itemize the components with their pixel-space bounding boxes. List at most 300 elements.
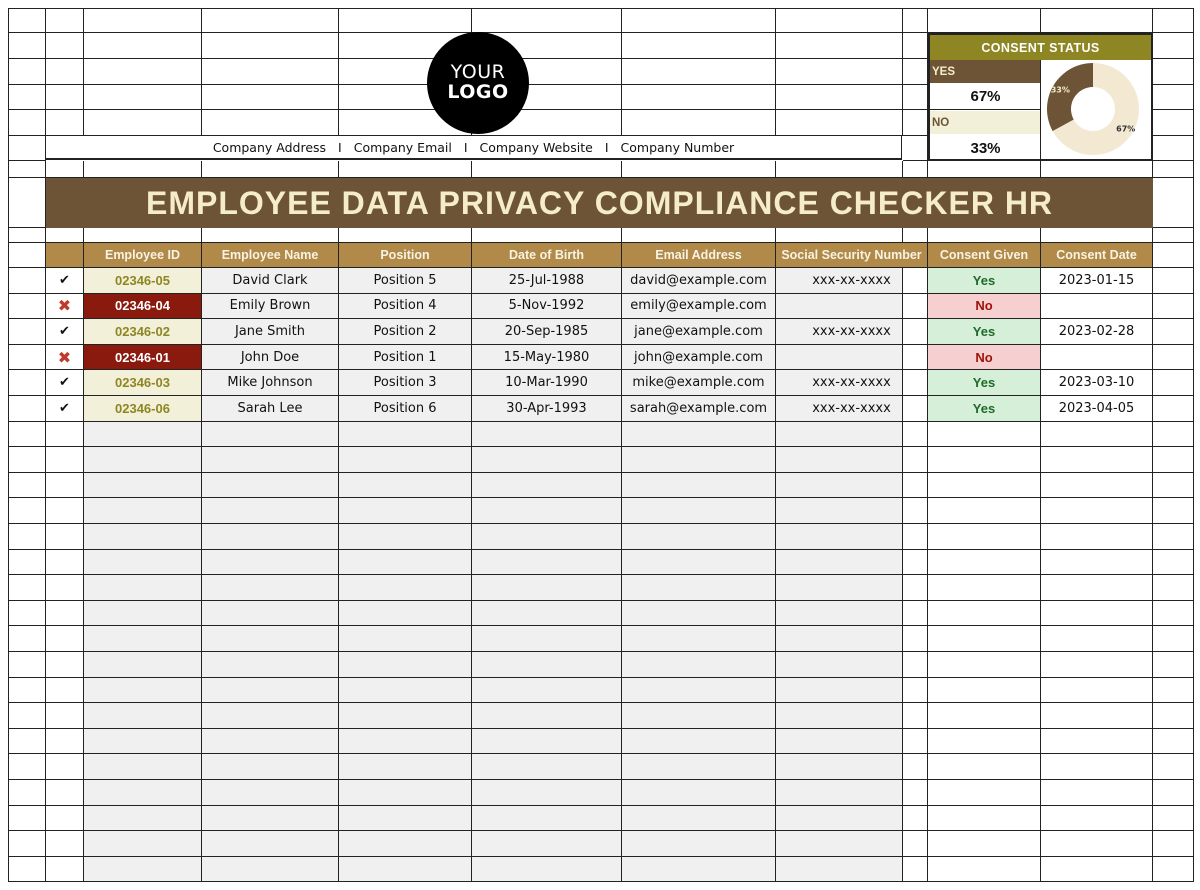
sheet-cell[interactable] bbox=[622, 422, 776, 448]
sheet-cell[interactable] bbox=[1041, 422, 1153, 448]
sheet-cell[interactable] bbox=[472, 228, 622, 243]
sheet-cell[interactable] bbox=[776, 754, 903, 780]
sheet-cell[interactable] bbox=[903, 33, 928, 59]
sheet-cell[interactable] bbox=[339, 831, 472, 857]
sheet-cell[interactable] bbox=[46, 626, 84, 652]
sheet-cell[interactable] bbox=[1153, 652, 1194, 678]
sheet-cell[interactable] bbox=[928, 831, 1041, 857]
sheet-cell[interactable] bbox=[8, 729, 46, 755]
sheet-cell[interactable] bbox=[472, 652, 622, 678]
sheet-cell[interactable] bbox=[1041, 550, 1153, 576]
sheet-cell[interactable] bbox=[1041, 806, 1153, 832]
sheet-cell[interactable] bbox=[1153, 319, 1194, 345]
sheet-cell[interactable] bbox=[8, 178, 46, 228]
sheet-cell[interactable] bbox=[46, 447, 84, 473]
sheet-cell[interactable] bbox=[84, 575, 202, 601]
sheet-cell[interactable] bbox=[1153, 729, 1194, 755]
sheet-cell[interactable] bbox=[1153, 178, 1194, 228]
employee-name-cell[interactable]: Sarah Lee bbox=[202, 396, 339, 422]
date-of-birth-cell[interactable]: 10-Mar-1990 bbox=[472, 370, 622, 396]
employee-name-cell[interactable]: Mike Johnson bbox=[202, 370, 339, 396]
sheet-cell[interactable] bbox=[903, 228, 928, 243]
sheet-cell[interactable] bbox=[202, 110, 339, 136]
sheet-cell[interactable] bbox=[84, 729, 202, 755]
sheet-cell[interactable] bbox=[472, 754, 622, 780]
sheet-cell[interactable] bbox=[46, 806, 84, 832]
sheet-cell[interactable] bbox=[84, 754, 202, 780]
employee-id-cell[interactable]: 02346-04 bbox=[84, 294, 202, 320]
sheet-cell[interactable] bbox=[1041, 473, 1153, 499]
sheet-cell[interactable] bbox=[84, 601, 202, 627]
sheet-cell[interactable] bbox=[903, 806, 928, 832]
employee-name-cell[interactable]: Emily Brown bbox=[202, 294, 339, 320]
sheet-cell[interactable] bbox=[1153, 678, 1194, 704]
sheet-cell[interactable] bbox=[622, 473, 776, 499]
sheet-cell[interactable] bbox=[84, 626, 202, 652]
sheet-cell[interactable] bbox=[622, 575, 776, 601]
sheet-cell[interactable] bbox=[84, 422, 202, 448]
sheet-cell[interactable] bbox=[776, 498, 903, 524]
sheet-cell[interactable] bbox=[928, 703, 1041, 729]
sheet-cell[interactable] bbox=[622, 626, 776, 652]
sheet-cell[interactable] bbox=[903, 729, 928, 755]
sheet-cell[interactable] bbox=[622, 780, 776, 806]
email-address-cell[interactable]: mike@example.com bbox=[622, 370, 776, 396]
sheet-cell[interactable] bbox=[928, 806, 1041, 832]
sheet-cell[interactable] bbox=[202, 601, 339, 627]
sheet-cell[interactable] bbox=[903, 110, 928, 136]
sheet-cell[interactable] bbox=[622, 754, 776, 780]
sheet-cell[interactable] bbox=[46, 473, 84, 499]
sheet-cell[interactable] bbox=[928, 161, 1041, 178]
ssn-cell[interactable]: xxx-xx-xxxx bbox=[776, 268, 928, 294]
sheet-cell[interactable] bbox=[1153, 110, 1194, 136]
sheet-cell[interactable] bbox=[339, 780, 472, 806]
sheet-cell[interactable] bbox=[1153, 422, 1194, 448]
sheet-cell[interactable] bbox=[8, 85, 46, 110]
sheet-cell[interactable] bbox=[903, 161, 928, 178]
sheet-cell[interactable] bbox=[339, 729, 472, 755]
sheet-cell[interactable] bbox=[202, 85, 339, 110]
sheet-cell[interactable] bbox=[776, 652, 903, 678]
sheet-cell[interactable] bbox=[622, 161, 776, 178]
sheet-cell[interactable] bbox=[8, 110, 46, 136]
sheet-cell[interactable] bbox=[8, 780, 46, 806]
sheet-cell[interactable] bbox=[622, 228, 776, 243]
sheet-cell[interactable] bbox=[8, 319, 46, 345]
sheet-cell[interactable] bbox=[928, 498, 1041, 524]
sheet-cell[interactable] bbox=[46, 8, 84, 33]
sheet-cell[interactable] bbox=[776, 33, 903, 59]
sheet-cell[interactable] bbox=[46, 422, 84, 448]
sheet-cell[interactable] bbox=[1041, 780, 1153, 806]
sheet-cell[interactable] bbox=[1153, 473, 1194, 499]
sheet-cell[interactable] bbox=[46, 228, 84, 243]
sheet-cell[interactable] bbox=[46, 498, 84, 524]
sheet-cell[interactable] bbox=[339, 161, 472, 178]
sheet-cell[interactable] bbox=[776, 806, 903, 832]
sheet-cell[interactable] bbox=[84, 703, 202, 729]
sheet-cell[interactable] bbox=[1153, 626, 1194, 652]
sheet-cell[interactable] bbox=[928, 626, 1041, 652]
sheet-cell[interactable] bbox=[472, 626, 622, 652]
sheet-cell[interactable] bbox=[1041, 626, 1153, 652]
sheet-cell[interactable] bbox=[1153, 498, 1194, 524]
employee-id-cell[interactable]: 02346-03 bbox=[84, 370, 202, 396]
employee-id-cell[interactable]: 02346-01 bbox=[84, 345, 202, 371]
check-icon[interactable]: ✔ bbox=[46, 370, 84, 396]
employee-name-cell[interactable]: David Clark bbox=[202, 268, 339, 294]
sheet-cell[interactable] bbox=[776, 161, 903, 178]
sheet-cell[interactable] bbox=[339, 857, 472, 882]
sheet-cell[interactable] bbox=[202, 33, 339, 59]
sheet-cell[interactable] bbox=[46, 85, 84, 110]
sheet-cell[interactable] bbox=[1041, 498, 1153, 524]
sheet-cell[interactable] bbox=[84, 473, 202, 499]
sheet-cell[interactable] bbox=[202, 524, 339, 550]
sheet-cell[interactable] bbox=[903, 601, 928, 627]
sheet-cell[interactable] bbox=[202, 780, 339, 806]
sheet-cell[interactable] bbox=[472, 524, 622, 550]
sheet-cell[interactable] bbox=[46, 33, 84, 59]
sheet-cell[interactable] bbox=[622, 85, 776, 110]
ssn-cell[interactable] bbox=[776, 345, 928, 371]
sheet-cell[interactable] bbox=[903, 136, 928, 161]
sheet-cell[interactable] bbox=[46, 754, 84, 780]
sheet-cell[interactable] bbox=[1153, 243, 1194, 268]
sheet-cell[interactable] bbox=[202, 806, 339, 832]
email-address-cell[interactable]: sarah@example.com bbox=[622, 396, 776, 422]
sheet-cell[interactable] bbox=[776, 857, 903, 882]
sheet-cell[interactable] bbox=[1041, 575, 1153, 601]
sheet-cell[interactable] bbox=[472, 678, 622, 704]
sheet-cell[interactable] bbox=[903, 85, 928, 110]
sheet-cell[interactable] bbox=[339, 524, 472, 550]
sheet-cell[interactable] bbox=[202, 473, 339, 499]
sheet-cell[interactable] bbox=[1153, 85, 1194, 110]
date-of-birth-cell[interactable]: 5-Nov-1992 bbox=[472, 294, 622, 320]
sheet-cell[interactable] bbox=[8, 396, 46, 422]
sheet-cell[interactable] bbox=[8, 857, 46, 882]
sheet-cell[interactable] bbox=[903, 422, 928, 448]
sheet-cell[interactable] bbox=[1041, 703, 1153, 729]
sheet-cell[interactable] bbox=[903, 575, 928, 601]
sheet-cell[interactable] bbox=[1153, 550, 1194, 576]
sheet-cell[interactable] bbox=[8, 228, 46, 243]
sheet-cell[interactable] bbox=[903, 754, 928, 780]
sheet-cell[interactable] bbox=[776, 729, 903, 755]
sheet-cell[interactable] bbox=[202, 447, 339, 473]
sheet-cell[interactable] bbox=[1041, 652, 1153, 678]
sheet-cell[interactable] bbox=[84, 59, 202, 85]
sheet-cell[interactable] bbox=[776, 524, 903, 550]
consent-given-cell[interactable]: No bbox=[928, 345, 1041, 371]
sheet-cell[interactable] bbox=[8, 498, 46, 524]
sheet-cell[interactable] bbox=[903, 857, 928, 882]
sheet-cell[interactable] bbox=[472, 473, 622, 499]
sheet-cell[interactable] bbox=[8, 575, 46, 601]
sheet-cell[interactable] bbox=[339, 575, 472, 601]
sheet-cell[interactable] bbox=[8, 268, 46, 294]
consent-given-cell[interactable]: Yes bbox=[928, 396, 1041, 422]
sheet-cell[interactable] bbox=[8, 473, 46, 499]
consent-date-cell[interactable] bbox=[1041, 345, 1153, 371]
employee-id-cell[interactable]: 02346-06 bbox=[84, 396, 202, 422]
sheet-cell[interactable] bbox=[84, 857, 202, 882]
position-cell[interactable]: Position 6 bbox=[339, 396, 472, 422]
employee-name-cell[interactable]: Jane Smith bbox=[202, 319, 339, 345]
ssn-cell[interactable]: xxx-xx-xxxx bbox=[776, 396, 928, 422]
sheet-cell[interactable] bbox=[8, 678, 46, 704]
sheet-cell[interactable] bbox=[472, 806, 622, 832]
consent-given-cell[interactable]: Yes bbox=[928, 319, 1041, 345]
sheet-cell[interactable] bbox=[1041, 754, 1153, 780]
sheet-cell[interactable] bbox=[339, 473, 472, 499]
sheet-cell[interactable] bbox=[202, 703, 339, 729]
sheet-cell[interactable] bbox=[776, 601, 903, 627]
sheet-cell[interactable] bbox=[339, 550, 472, 576]
sheet-cell[interactable] bbox=[84, 8, 202, 33]
sheet-cell[interactable] bbox=[1153, 228, 1194, 243]
position-cell[interactable]: Position 4 bbox=[339, 294, 472, 320]
sheet-cell[interactable] bbox=[46, 652, 84, 678]
sheet-cell[interactable] bbox=[339, 422, 472, 448]
sheet-cell[interactable] bbox=[1153, 857, 1194, 882]
sheet-cell[interactable] bbox=[202, 652, 339, 678]
sheet-cell[interactable] bbox=[928, 550, 1041, 576]
sheet-cell[interactable] bbox=[472, 575, 622, 601]
cross-icon[interactable]: ✖ bbox=[46, 294, 84, 320]
sheet-cell[interactable] bbox=[776, 780, 903, 806]
sheet-cell[interactable] bbox=[339, 626, 472, 652]
sheet-cell[interactable] bbox=[1153, 780, 1194, 806]
sheet-cell[interactable] bbox=[8, 550, 46, 576]
sheet-cell[interactable] bbox=[46, 575, 84, 601]
sheet-cell[interactable] bbox=[8, 345, 46, 371]
sheet-cell[interactable] bbox=[202, 498, 339, 524]
sheet-cell[interactable] bbox=[84, 110, 202, 136]
sheet-cell[interactable] bbox=[903, 524, 928, 550]
employee-id-cell[interactable]: 02346-05 bbox=[84, 268, 202, 294]
sheet-cell[interactable] bbox=[202, 678, 339, 704]
sheet-cell[interactable] bbox=[928, 422, 1041, 448]
sheet-cell[interactable] bbox=[1153, 703, 1194, 729]
sheet-cell[interactable] bbox=[8, 370, 46, 396]
sheet-cell[interactable] bbox=[46, 110, 84, 136]
consent-given-cell[interactable]: Yes bbox=[928, 268, 1041, 294]
sheet-cell[interactable] bbox=[1153, 831, 1194, 857]
sheet-cell[interactable] bbox=[903, 447, 928, 473]
position-cell[interactable]: Position 5 bbox=[339, 268, 472, 294]
sheet-cell[interactable] bbox=[1153, 575, 1194, 601]
sheet-cell[interactable] bbox=[202, 831, 339, 857]
sheet-cell[interactable] bbox=[622, 550, 776, 576]
sheet-cell[interactable] bbox=[776, 678, 903, 704]
sheet-cell[interactable] bbox=[1153, 524, 1194, 550]
sheet-cell[interactable] bbox=[46, 161, 84, 178]
sheet-cell[interactable] bbox=[622, 678, 776, 704]
sheet-cell[interactable] bbox=[8, 243, 46, 268]
sheet-cell[interactable] bbox=[1041, 524, 1153, 550]
sheet-cell[interactable] bbox=[339, 806, 472, 832]
sheet-cell[interactable] bbox=[46, 524, 84, 550]
sheet-cell[interactable] bbox=[46, 729, 84, 755]
sheet-cell[interactable] bbox=[903, 498, 928, 524]
sheet-cell[interactable] bbox=[776, 626, 903, 652]
consent-date-cell[interactable]: 2023-02-28 bbox=[1041, 319, 1153, 345]
sheet-cell[interactable] bbox=[928, 678, 1041, 704]
sheet-cell[interactable] bbox=[928, 228, 1041, 243]
sheet-cell[interactable] bbox=[1041, 729, 1153, 755]
sheet-cell[interactable] bbox=[1041, 678, 1153, 704]
sheet-cell[interactable] bbox=[8, 703, 46, 729]
sheet-cell[interactable] bbox=[622, 33, 776, 59]
sheet-cell[interactable] bbox=[1041, 161, 1153, 178]
sheet-cell[interactable] bbox=[622, 652, 776, 678]
sheet-cell[interactable] bbox=[1153, 136, 1194, 161]
email-address-cell[interactable]: emily@example.com bbox=[622, 294, 776, 320]
sheet-cell[interactable] bbox=[84, 550, 202, 576]
sheet-cell[interactable] bbox=[339, 228, 472, 243]
sheet-cell[interactable] bbox=[776, 831, 903, 857]
sheet-cell[interactable] bbox=[776, 85, 903, 110]
sheet-cell[interactable] bbox=[472, 831, 622, 857]
sheet-cell[interactable] bbox=[903, 678, 928, 704]
sheet-cell[interactable] bbox=[84, 652, 202, 678]
ssn-cell[interactable]: xxx-xx-xxxx bbox=[776, 319, 928, 345]
sheet-cell[interactable] bbox=[339, 8, 472, 33]
sheet-cell[interactable] bbox=[1153, 447, 1194, 473]
sheet-cell[interactable] bbox=[1041, 831, 1153, 857]
consent-date-cell[interactable]: 2023-04-05 bbox=[1041, 396, 1153, 422]
sheet-cell[interactable] bbox=[622, 601, 776, 627]
sheet-cell[interactable] bbox=[903, 703, 928, 729]
sheet-cell[interactable] bbox=[8, 626, 46, 652]
sheet-cell[interactable] bbox=[776, 8, 903, 33]
check-icon[interactable]: ✔ bbox=[46, 268, 84, 294]
sheet-cell[interactable] bbox=[1041, 228, 1153, 243]
sheet-cell[interactable] bbox=[776, 550, 903, 576]
date-of-birth-cell[interactable]: 25-Jul-1988 bbox=[472, 268, 622, 294]
sheet-cell[interactable] bbox=[776, 110, 903, 136]
sheet-cell[interactable] bbox=[776, 575, 903, 601]
sheet-cell[interactable] bbox=[622, 806, 776, 832]
sheet-cell[interactable] bbox=[202, 59, 339, 85]
sheet-cell[interactable] bbox=[339, 703, 472, 729]
sheet-cell[interactable] bbox=[46, 831, 84, 857]
sheet-cell[interactable] bbox=[622, 447, 776, 473]
sheet-cell[interactable] bbox=[202, 754, 339, 780]
sheet-cell[interactable] bbox=[903, 473, 928, 499]
sheet-cell[interactable] bbox=[1153, 806, 1194, 832]
consent-given-cell[interactable]: Yes bbox=[928, 370, 1041, 396]
sheet-cell[interactable] bbox=[1153, 754, 1194, 780]
sheet-cell[interactable] bbox=[1041, 857, 1153, 882]
consent-date-cell[interactable] bbox=[1041, 294, 1153, 320]
email-address-cell[interactable]: david@example.com bbox=[622, 268, 776, 294]
date-of-birth-cell[interactable]: 15-May-1980 bbox=[472, 345, 622, 371]
email-address-cell[interactable]: john@example.com bbox=[622, 345, 776, 371]
sheet-cell[interactable] bbox=[8, 806, 46, 832]
sheet-cell[interactable] bbox=[202, 422, 339, 448]
sheet-cell[interactable] bbox=[622, 498, 776, 524]
sheet-cell[interactable] bbox=[46, 857, 84, 882]
sheet-cell[interactable] bbox=[472, 8, 622, 33]
sheet-cell[interactable] bbox=[1153, 601, 1194, 627]
sheet-cell[interactable] bbox=[46, 550, 84, 576]
sheet-cell[interactable] bbox=[84, 524, 202, 550]
consent-date-cell[interactable]: 2023-01-15 bbox=[1041, 268, 1153, 294]
consent-date-cell[interactable]: 2023-03-10 bbox=[1041, 370, 1153, 396]
sheet-cell[interactable] bbox=[776, 228, 903, 243]
sheet-cell[interactable] bbox=[84, 85, 202, 110]
sheet-cell[interactable] bbox=[46, 780, 84, 806]
sheet-cell[interactable] bbox=[472, 703, 622, 729]
sheet-cell[interactable] bbox=[46, 601, 84, 627]
sheet-cell[interactable] bbox=[928, 729, 1041, 755]
sheet-cell[interactable] bbox=[1041, 601, 1153, 627]
sheet-cell[interactable] bbox=[928, 754, 1041, 780]
sheet-cell[interactable] bbox=[339, 678, 472, 704]
employee-id-cell[interactable]: 02346-02 bbox=[84, 319, 202, 345]
sheet-cell[interactable] bbox=[472, 447, 622, 473]
sheet-cell[interactable] bbox=[776, 447, 903, 473]
sheet-cell[interactable] bbox=[928, 447, 1041, 473]
sheet-cell[interactable] bbox=[46, 678, 84, 704]
sheet-cell[interactable] bbox=[928, 780, 1041, 806]
consent-given-cell[interactable]: No bbox=[928, 294, 1041, 320]
sheet-cell[interactable] bbox=[1153, 294, 1194, 320]
check-icon[interactable]: ✔ bbox=[46, 396, 84, 422]
check-icon[interactable]: ✔ bbox=[46, 319, 84, 345]
sheet-cell[interactable] bbox=[339, 652, 472, 678]
sheet-cell[interactable] bbox=[472, 161, 622, 178]
sheet-cell[interactable] bbox=[928, 575, 1041, 601]
sheet-cell[interactable] bbox=[622, 831, 776, 857]
sheet-cell[interactable] bbox=[84, 678, 202, 704]
sheet-cell[interactable] bbox=[46, 703, 84, 729]
sheet-cell[interactable] bbox=[202, 228, 339, 243]
sheet-cell[interactable] bbox=[622, 703, 776, 729]
sheet-cell[interactable] bbox=[8, 831, 46, 857]
sheet-cell[interactable] bbox=[84, 780, 202, 806]
sheet-cell[interactable] bbox=[1153, 268, 1194, 294]
sheet-cell[interactable] bbox=[928, 473, 1041, 499]
sheet-cell[interactable] bbox=[472, 857, 622, 882]
sheet-cell[interactable] bbox=[1153, 161, 1194, 178]
date-of-birth-cell[interactable]: 30-Apr-1993 bbox=[472, 396, 622, 422]
sheet-cell[interactable] bbox=[472, 601, 622, 627]
sheet-cell[interactable] bbox=[472, 729, 622, 755]
sheet-cell[interactable] bbox=[84, 831, 202, 857]
sheet-cell[interactable] bbox=[1153, 370, 1194, 396]
sheet-cell[interactable] bbox=[903, 780, 928, 806]
position-cell[interactable]: Position 1 bbox=[339, 345, 472, 371]
sheet-cell[interactable] bbox=[84, 161, 202, 178]
sheet-cell[interactable] bbox=[8, 294, 46, 320]
cross-icon[interactable]: ✖ bbox=[46, 345, 84, 371]
position-cell[interactable]: Position 2 bbox=[339, 319, 472, 345]
sheet-cell[interactable] bbox=[472, 498, 622, 524]
sheet-cell[interactable] bbox=[339, 498, 472, 524]
sheet-cell[interactable] bbox=[622, 524, 776, 550]
employee-name-cell[interactable]: John Doe bbox=[202, 345, 339, 371]
position-cell[interactable]: Position 3 bbox=[339, 370, 472, 396]
sheet-cell[interactable] bbox=[8, 524, 46, 550]
sheet-cell[interactable] bbox=[1153, 8, 1194, 33]
sheet-cell[interactable] bbox=[472, 780, 622, 806]
sheet-cell[interactable] bbox=[1153, 33, 1194, 59]
